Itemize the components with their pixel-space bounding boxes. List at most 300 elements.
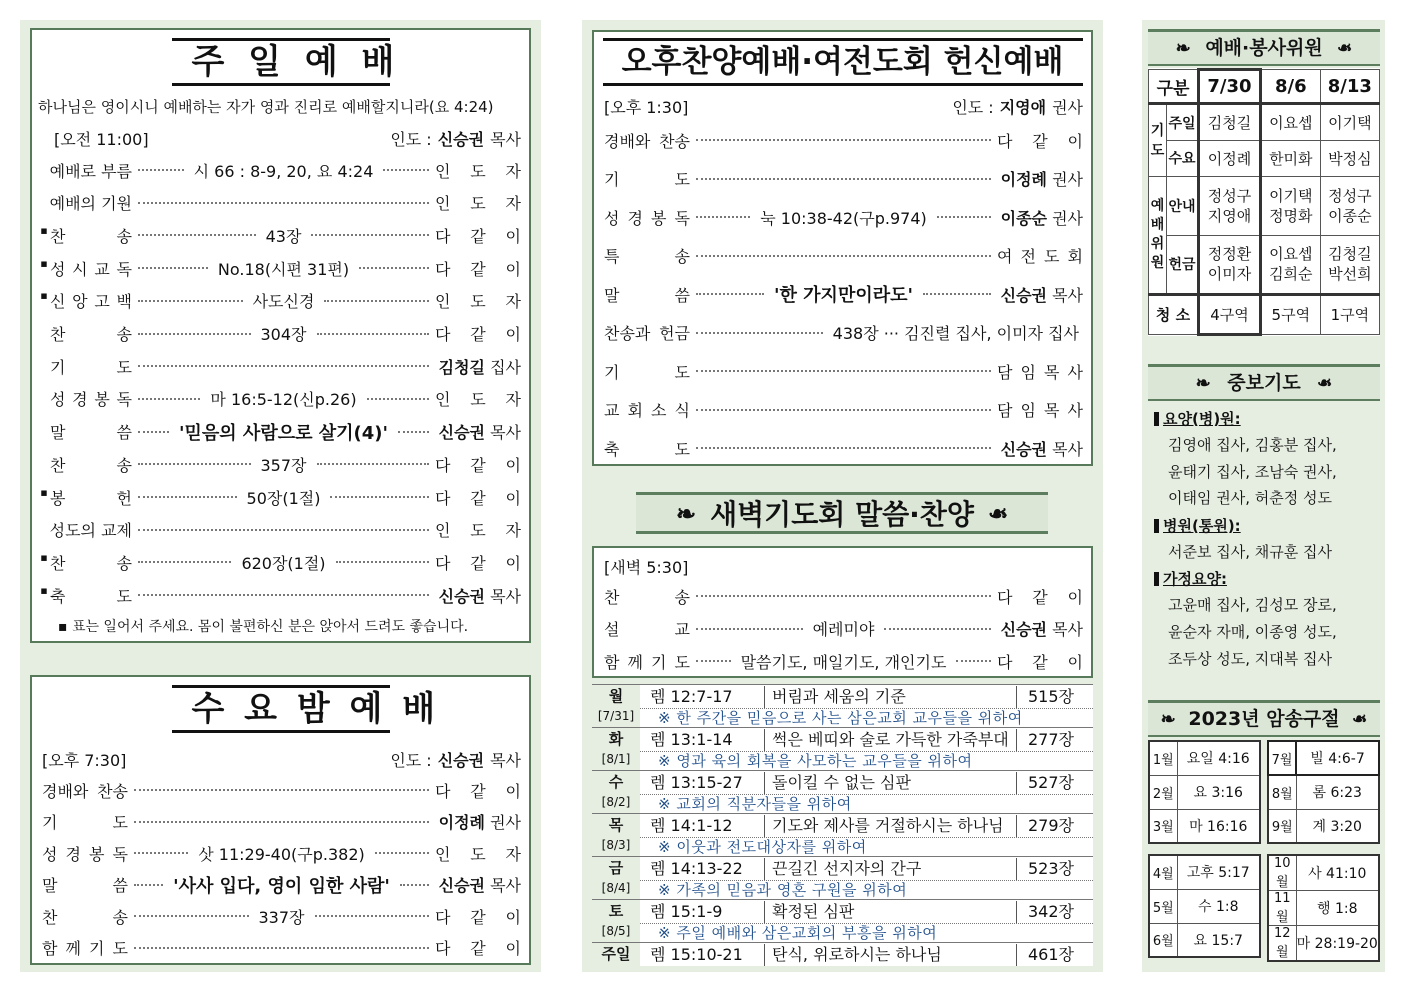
order-person-name: 이종순 bbox=[1000, 208, 1047, 228]
afternoon-title: 오후찬양예배·여전도회 헌신예배 bbox=[603, 38, 1083, 86]
dawn-hymn: 342장 bbox=[1028, 902, 1074, 921]
intercession-group-head bbox=[1154, 515, 1241, 536]
service-group-prayer: 기 도 bbox=[1149, 104, 1167, 177]
order-detail: 620장(1절) bbox=[241, 553, 326, 573]
sunday-note: ▪ 표는 일어서 주세요. 몸이 불편하신 분은 앉아서 드려도 좋습니다. bbox=[58, 619, 469, 635]
order-label-value: 찬 송 bbox=[42, 907, 128, 927]
order-person-name: 이정례 bbox=[438, 813, 485, 832]
stand-mark: ▪ bbox=[40, 550, 48, 564]
service-row-key: 수요 bbox=[1167, 140, 1199, 176]
order-person: 인 도 자 bbox=[435, 390, 521, 410]
dawn-title: 새벽기도회 말씀·찬양 bbox=[710, 498, 974, 531]
order-label-value: 축 도 bbox=[50, 586, 132, 606]
order-label bbox=[604, 206, 690, 229]
wednesday-title: 수 요 밤 예 배 bbox=[172, 685, 390, 733]
order-label bbox=[42, 842, 128, 865]
order-detail: No.18(시편 31편) bbox=[217, 259, 350, 279]
order-label-text bbox=[604, 398, 690, 421]
order-person: 담 임 목 사 bbox=[997, 362, 1083, 382]
order-person: 다 같 이 bbox=[435, 226, 522, 246]
order-person: 다 같 이 bbox=[997, 131, 1083, 151]
order-label-value: 예배로 부름 bbox=[49, 161, 132, 181]
order-person-name: 신승권 bbox=[1000, 620, 1047, 640]
scroll-ornament-left-icon: ❧ bbox=[1195, 373, 1211, 394]
scroll-ornament-right-icon: ❧ bbox=[987, 498, 1009, 528]
intercession-line: 윤순자 자매, 이종영 성도, bbox=[1168, 623, 1337, 641]
sunday-leader-label: 인도 : bbox=[390, 129, 432, 149]
order-person: 인 도 자 bbox=[435, 292, 522, 312]
order-label-text bbox=[604, 650, 690, 673]
dawn-topic: 버림과 세움의 기준 bbox=[772, 687, 906, 706]
order-label-text bbox=[50, 322, 132, 345]
memory-verse-ref: 요 15:7 bbox=[1177, 923, 1260, 957]
leader-dots bbox=[311, 234, 429, 236]
wednesday-leader-title: 목사 bbox=[490, 750, 521, 770]
order-person: 다 같 이 bbox=[435, 939, 521, 958]
order-person-title: 목사 bbox=[1052, 439, 1083, 459]
dawn-day-label bbox=[592, 685, 640, 728]
scroll-ornament-right-icon: ❧ bbox=[1352, 709, 1368, 730]
order-label bbox=[40, 224, 132, 247]
order-row bbox=[40, 285, 521, 317]
intercession-group-title: 요양(병)원: bbox=[1163, 410, 1241, 428]
order-person: 담 임 목 사 bbox=[997, 401, 1083, 420]
leader-dots bbox=[696, 216, 750, 218]
order-label-text bbox=[50, 453, 132, 476]
order-label-value: 특 송 bbox=[604, 247, 690, 266]
order-row bbox=[604, 432, 1083, 464]
order-row bbox=[604, 355, 1083, 387]
service-cell: 박정심 bbox=[1320, 140, 1379, 176]
order-row bbox=[40, 154, 521, 186]
order-detail: 337장 bbox=[258, 907, 305, 927]
order-person: 다 같 이 bbox=[435, 488, 521, 508]
order-detail: 삿 11:29-40(구p.382) bbox=[198, 844, 365, 864]
leader-dots bbox=[138, 529, 429, 531]
leader-dots bbox=[696, 370, 991, 372]
service-head-date: 8/6 bbox=[1260, 70, 1320, 104]
service-head-date: 8/13 bbox=[1320, 70, 1379, 104]
order-label-text bbox=[604, 360, 690, 383]
order-label-value: 찬 송 bbox=[50, 226, 132, 246]
leader-dots bbox=[138, 398, 200, 400]
order-row bbox=[604, 394, 1083, 426]
leader-dots bbox=[696, 447, 991, 449]
intercession-line: 윤태기 집사, 조남숙 권사, bbox=[1168, 462, 1337, 481]
order-label-text bbox=[50, 387, 132, 410]
order-person bbox=[997, 617, 1083, 640]
dawn-day: 수 bbox=[608, 773, 624, 791]
order-label-value: 기 도 bbox=[604, 170, 690, 189]
memory-month: 12월 bbox=[1268, 926, 1296, 962]
leader-dots bbox=[138, 431, 169, 433]
dawn-day-label bbox=[592, 728, 640, 771]
order-label-value: 성도의 교제 bbox=[49, 521, 132, 541]
service-cell: 정성구 지영애 bbox=[1199, 177, 1261, 236]
leader-dots bbox=[138, 594, 429, 596]
wednesday-leader-name: 신승권 bbox=[437, 750, 485, 770]
order-label-value: 축 도 bbox=[604, 439, 690, 459]
order-detail: 438장 ··· 김진렬 집사, 이미자 집사 bbox=[832, 324, 1079, 343]
dawn-prayer-topic: ※ 영과 육의 회복을 사모하는 교우들을 위하여 bbox=[658, 752, 973, 770]
dawn-scripture: 렘 14:1-12 bbox=[650, 816, 733, 835]
order-person: 다 같 이 bbox=[435, 781, 521, 801]
order-person: 다 같 이 bbox=[997, 587, 1083, 607]
order-label bbox=[42, 936, 128, 959]
dawn-hymn: 279장 bbox=[1028, 816, 1074, 835]
leader-dots bbox=[383, 169, 429, 171]
dawn-topic: 확정된 심판 bbox=[772, 902, 855, 921]
order-person-title: 목사 bbox=[1052, 285, 1084, 305]
order-label bbox=[40, 486, 132, 509]
dawn-date: [8/5] bbox=[601, 924, 631, 938]
order-row bbox=[42, 869, 521, 901]
leader-dots bbox=[696, 139, 991, 141]
afternoon-leader-title: 권사 bbox=[1052, 97, 1083, 117]
service-cell: 김청길 bbox=[1199, 104, 1261, 140]
order-label-text bbox=[42, 873, 128, 896]
order-person: 다 같 이 bbox=[997, 652, 1084, 672]
leader-dots bbox=[696, 332, 823, 334]
leader-dots bbox=[317, 333, 430, 335]
intercession-line: 고윤매 집사, 김성모 장로, bbox=[1168, 596, 1337, 615]
dawn-scripture: 렘 13:15-27 bbox=[650, 773, 743, 792]
order-person bbox=[435, 420, 521, 443]
order-label-text bbox=[50, 518, 132, 541]
order-row bbox=[40, 416, 521, 448]
order-person: 다 같 이 bbox=[435, 455, 521, 475]
service-head-date: 7/30 bbox=[1199, 70, 1261, 104]
order-label bbox=[40, 322, 132, 345]
leader-dots bbox=[134, 947, 429, 949]
order-label bbox=[42, 810, 128, 833]
order-person: 여 전 도 회 bbox=[997, 247, 1083, 266]
order-label bbox=[40, 355, 132, 378]
leader-dots bbox=[138, 202, 429, 204]
order-label-value: 함 께 기 도 bbox=[604, 652, 690, 672]
bullet-icon bbox=[1154, 572, 1159, 586]
dawn-day-block bbox=[592, 813, 1093, 856]
order-label-value: 성 경 봉 독 bbox=[604, 208, 690, 228]
memory-verse-header bbox=[1148, 700, 1380, 737]
intercession-line: 이태임 권사, 허춘정 성도 bbox=[1168, 489, 1332, 508]
memory-verse-block bbox=[1148, 740, 1261, 844]
memory-verse-ref: 마 16:16 bbox=[1177, 809, 1260, 843]
dawn-hymn: 527장 bbox=[1028, 773, 1074, 792]
order-row bbox=[604, 645, 1083, 677]
order-row bbox=[42, 806, 521, 838]
order-label bbox=[604, 617, 690, 640]
dawn-day-label bbox=[592, 814, 640, 857]
dawn-prayer-topic: ※ 한 주간을 믿음으로 사는 삼은교회 교우들을 위하여 bbox=[658, 709, 1023, 727]
order-label bbox=[604, 321, 690, 344]
intercession-group-head bbox=[1154, 568, 1227, 589]
order-label bbox=[40, 584, 132, 607]
dawn-day-block bbox=[592, 770, 1093, 813]
order-label-text bbox=[604, 437, 690, 460]
intercession-title: 중보기도 bbox=[1227, 372, 1301, 394]
afternoon-time-row bbox=[604, 90, 1083, 122]
order-row bbox=[40, 448, 521, 480]
order-label bbox=[604, 360, 690, 383]
intercession-header bbox=[1148, 364, 1380, 401]
order-label-value: 기 도 bbox=[50, 357, 132, 377]
order-row bbox=[40, 579, 521, 611]
memory-month: 1월 bbox=[1149, 741, 1177, 775]
leader-dots bbox=[134, 915, 249, 917]
order-label bbox=[42, 873, 128, 896]
service-cell: 이기택 bbox=[1320, 104, 1379, 140]
leader-dots bbox=[923, 293, 991, 295]
afternoon-time: [오후 1:30] bbox=[604, 97, 689, 117]
order-label-value: 경배와 찬송 bbox=[604, 131, 690, 151]
memory-month: 8월 bbox=[1268, 775, 1296, 809]
memory-verse-ref: 빌 4:6-7 bbox=[1296, 741, 1379, 775]
order-label-text bbox=[50, 191, 132, 214]
sunday-leader-title: 목사 bbox=[490, 129, 521, 149]
order-label bbox=[604, 585, 690, 608]
memory-verse-block bbox=[1267, 854, 1380, 962]
order-person-name: 신승권 bbox=[1000, 285, 1047, 305]
leader-dots bbox=[315, 915, 430, 917]
order-label-text bbox=[42, 842, 128, 865]
order-label-text bbox=[604, 244, 690, 267]
dawn-hymn: 515장 bbox=[1028, 687, 1074, 706]
dawn-day-block bbox=[592, 684, 1093, 727]
leader-dots bbox=[138, 561, 231, 563]
order-row bbox=[40, 383, 521, 415]
bullet-icon bbox=[1154, 519, 1159, 533]
order-label-value: 말 씀 bbox=[42, 876, 128, 895]
order-detail: 사도신경 bbox=[252, 292, 315, 312]
dawn-time: [새벽 5:30] bbox=[604, 557, 689, 577]
dawn-prayer-topic: ※ 주일 예배와 삼은교회의 부흥을 위하여 bbox=[658, 924, 938, 942]
dawn-day: 화 bbox=[608, 730, 624, 748]
sunday-leader-name: 신승권 bbox=[437, 129, 485, 149]
service-row-key: 주일 bbox=[1167, 104, 1199, 140]
order-detail: '사사 입다, 영이 임한 사람' bbox=[173, 875, 390, 897]
leader-dots bbox=[138, 234, 256, 236]
leader-dots bbox=[398, 431, 429, 433]
stand-mark bbox=[40, 453, 48, 476]
leader-dots bbox=[696, 660, 731, 662]
dawn-day-block bbox=[592, 899, 1093, 942]
service-row-key: 헌금 bbox=[1167, 235, 1199, 294]
dawn-hymn: 523장 bbox=[1028, 859, 1074, 878]
dawn-prayer-topic: ※ 교회의 직분자들을 위하여 bbox=[658, 795, 852, 813]
leader-dots bbox=[696, 178, 991, 180]
order-label-value: 말 씀 bbox=[604, 285, 690, 305]
stand-mark bbox=[40, 355, 48, 378]
stand-mark bbox=[40, 518, 48, 541]
memory-month: 4월 bbox=[1149, 855, 1177, 889]
order-detail: '한 가지만이라도' bbox=[774, 285, 914, 306]
leader-dots bbox=[134, 884, 163, 886]
order-label bbox=[604, 244, 690, 267]
dawn-date: [7/31] bbox=[597, 709, 635, 723]
order-detail: 304장 bbox=[260, 325, 307, 344]
order-label bbox=[604, 437, 690, 460]
order-person-name: 김청길 bbox=[438, 357, 485, 377]
order-label bbox=[40, 289, 132, 312]
order-detail: 50장(1절) bbox=[246, 488, 321, 508]
scroll-ornament-right-icon: ❧ bbox=[1337, 38, 1353, 59]
stand-mark bbox=[40, 191, 48, 214]
scroll-ornament-left-icon: ❧ bbox=[1160, 709, 1176, 730]
wednesday-time-row bbox=[42, 743, 521, 775]
stand-mark: ▪ bbox=[40, 256, 48, 270]
order-label bbox=[42, 779, 128, 802]
bullet-icon bbox=[1154, 412, 1159, 426]
order-row bbox=[42, 932, 521, 964]
order-detail: 눅 10:38-42(구p.974) bbox=[760, 208, 927, 228]
order-label bbox=[40, 257, 132, 280]
service-cell: 한미화 bbox=[1260, 140, 1320, 176]
order-person-name: 신승권 bbox=[1000, 439, 1047, 459]
memory-verse-title: 2023년 암송구절 bbox=[1188, 708, 1340, 730]
service-cell: 이요셉 bbox=[1260, 104, 1320, 140]
leader-dots bbox=[367, 398, 429, 400]
order-label-value: 성 시 교 독 bbox=[50, 259, 132, 279]
dawn-daily-schedule bbox=[592, 684, 1093, 966]
memory-verse-grid bbox=[1148, 740, 1380, 962]
service-head-label: 구분 bbox=[1149, 70, 1199, 104]
intercession-list bbox=[1150, 404, 1380, 682]
order-detail: 말씀기도, 매일기도, 개인기도 bbox=[740, 652, 947, 672]
dawn-day: 주일 bbox=[601, 945, 631, 963]
dawn-topic: 썩은 베띠와 술로 가득한 가죽부대 bbox=[772, 730, 1009, 749]
order-label-value: 찬송과 헌금 bbox=[604, 324, 690, 343]
service-clean-cell: 1구역 bbox=[1320, 294, 1379, 335]
sunday-time: [오전 11:00] bbox=[54, 129, 149, 149]
order-label-text bbox=[604, 167, 690, 190]
wednesday-time: [오후 7:30] bbox=[42, 750, 127, 770]
dawn-scripture: 렘 15:1-9 bbox=[650, 902, 723, 921]
order-label-text bbox=[50, 257, 132, 280]
order-label-text bbox=[604, 321, 690, 344]
memory-verse-ref: 사 41:10 bbox=[1296, 855, 1379, 891]
order-row bbox=[40, 187, 521, 219]
service-committee-header bbox=[1148, 29, 1380, 66]
order-person-title: 권사 bbox=[490, 813, 521, 832]
order-person: 인 도 자 bbox=[435, 844, 522, 864]
order-label-text bbox=[50, 159, 132, 182]
order-person-name: 이정례 bbox=[1000, 170, 1047, 189]
order-label bbox=[40, 159, 132, 182]
dawn-scripture: 렘 15:10-21 bbox=[650, 945, 743, 964]
dawn-prayer-panel bbox=[592, 546, 1093, 678]
memory-month: 9월 bbox=[1268, 809, 1296, 843]
order-detail: 예레미야 bbox=[812, 620, 875, 640]
order-row bbox=[40, 481, 521, 513]
scroll-ornament-left-icon: ❧ bbox=[675, 498, 697, 528]
dawn-time-row bbox=[604, 550, 1083, 582]
order-person bbox=[997, 437, 1083, 460]
memory-month: 6월 bbox=[1149, 923, 1177, 957]
dawn-day-label bbox=[592, 943, 640, 967]
leader-dots bbox=[359, 267, 429, 269]
memory-month: 11월 bbox=[1268, 891, 1296, 926]
afternoon-leader-name: 지영애 bbox=[999, 97, 1047, 117]
order-row bbox=[42, 774, 521, 806]
leader-dots bbox=[138, 365, 429, 367]
dawn-hymn: 461장 bbox=[1028, 945, 1074, 964]
leader-dots bbox=[138, 169, 184, 171]
order-row bbox=[40, 252, 521, 284]
stand-mark bbox=[40, 420, 48, 443]
dawn-topic: 탄식, 위로하시는 하나님 bbox=[772, 945, 942, 964]
service-row-key: 안내 bbox=[1167, 177, 1199, 236]
order-person-title: 권사 bbox=[1052, 170, 1083, 189]
intercession-group-title: 병원(통원): bbox=[1163, 516, 1241, 535]
order-label-value: 성 경 봉 독 bbox=[50, 390, 132, 410]
dawn-topic: 끈길긴 선지자의 간구 bbox=[772, 859, 922, 878]
order-row bbox=[40, 514, 521, 546]
order-person-name: 신승권 bbox=[438, 586, 485, 606]
service-cell: 김청길 박선희 bbox=[1320, 235, 1379, 294]
order-person-title: 집사 bbox=[490, 357, 521, 377]
leader-dots bbox=[134, 852, 188, 854]
order-label-text bbox=[50, 355, 132, 378]
leader-dots bbox=[138, 496, 237, 498]
memory-verse-block bbox=[1148, 854, 1261, 958]
dawn-date: [8/4] bbox=[601, 881, 631, 895]
order-label bbox=[40, 191, 132, 214]
memory-verse-ref: 요 3:16 bbox=[1177, 775, 1260, 809]
dawn-day-block bbox=[592, 942, 1093, 966]
intercession-line: 서준보 집사, 채규훈 집사 bbox=[1168, 542, 1332, 561]
order-person-title: 목사 bbox=[490, 423, 521, 443]
memory-verse-block bbox=[1267, 740, 1380, 844]
order-label-text bbox=[50, 420, 132, 443]
order-person-title: 목사 bbox=[490, 586, 521, 606]
order-row bbox=[40, 318, 521, 350]
order-label-text bbox=[604, 283, 690, 306]
memory-month: 2월 bbox=[1149, 775, 1177, 809]
order-row bbox=[604, 580, 1083, 612]
dawn-day-label bbox=[592, 771, 640, 814]
dawn-day: 목 bbox=[608, 816, 624, 834]
dawn-topic: 돌이킬 수 없는 심판 bbox=[772, 773, 911, 792]
dawn-day-label bbox=[592, 900, 640, 943]
order-label-text bbox=[42, 779, 128, 802]
service-clean-cell: 4구역 bbox=[1199, 294, 1261, 335]
dawn-scripture: 렘 12:7-17 bbox=[650, 687, 733, 706]
order-row bbox=[42, 900, 521, 932]
order-label-value: 찬 송 bbox=[50, 553, 132, 573]
order-detail: 43장 bbox=[265, 226, 302, 246]
intercession-line: 조두상 성도, 지대복 집사 bbox=[1168, 649, 1332, 668]
sunday-time-row bbox=[54, 122, 521, 154]
dawn-day: 토 bbox=[608, 902, 624, 920]
leader-dots bbox=[138, 267, 208, 269]
dawn-date: [8/3] bbox=[601, 838, 631, 852]
dawn-topic: 기도와 제사를 거절하시는 하나님 bbox=[772, 816, 1004, 835]
leader-dots bbox=[138, 300, 243, 302]
order-person bbox=[997, 283, 1083, 306]
service-cell: 정성구 이종순 bbox=[1320, 177, 1379, 236]
order-label-value: 찬 송 bbox=[604, 587, 690, 607]
leader-dots bbox=[696, 595, 991, 597]
leader-dots bbox=[138, 333, 251, 335]
dawn-day-label bbox=[592, 857, 640, 900]
leader-dots bbox=[696, 628, 803, 630]
sunday-verse: 하나님은 영이시니 예배하는 자가 영과 진리로 예배할지니라(요 4:24) bbox=[38, 98, 494, 116]
stand-mark bbox=[40, 159, 48, 182]
dawn-prayer-topic: ※ 가족의 믿음과 영혼 구원을 위하여 bbox=[658, 881, 908, 899]
order-detail: '믿음의 사람으로 살기(4)' bbox=[178, 422, 389, 444]
intercession-group-title: 가정요양: bbox=[1163, 570, 1227, 589]
